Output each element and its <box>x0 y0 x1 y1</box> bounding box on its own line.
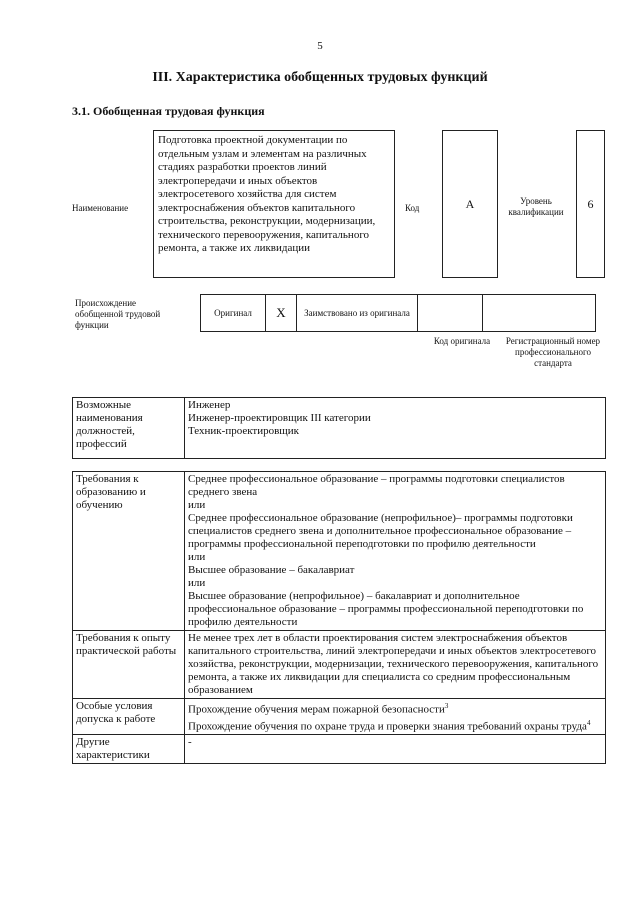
subsection-title: 3.1. Обобщенная трудовая функция <box>72 104 265 118</box>
list-item: Высшее образование (непрофильное) – бакалавриат и дополнительное профессиональное образование – программы профессиональной переподготовки по профилю деятельности <box>188 590 584 628</box>
table-row <box>73 631 606 699</box>
other-characteristics-label: Другие характеристики <box>73 735 185 764</box>
table-row <box>73 699 606 735</box>
education-value <box>185 472 606 631</box>
section-title: III. Характеристика обобщенных трудовых функций <box>152 70 488 85</box>
original-code-caption: Код оригинала <box>433 336 491 346</box>
qualification-level-label: Уровень квалификации <box>508 196 564 217</box>
original-mark: X <box>266 295 297 332</box>
list-item: Инженер <box>188 399 231 411</box>
list-item: Инженер-проектировщик III категории <box>188 412 371 424</box>
list-item: или <box>188 551 206 563</box>
other-characteristics-value: - <box>185 735 606 764</box>
table-row <box>73 472 606 631</box>
positions-list <box>185 398 606 459</box>
list-item: Высшее образование – бакалавриат <box>188 564 355 576</box>
special-conditions-value <box>185 699 606 735</box>
positions-table <box>72 397 606 459</box>
list-item: Прохождение обучения мерам пожарной безопасности$^3$ <box>188 702 449 716</box>
list-item: Среднее профессиональное образование (непрофильное)– программы подготовки специалистов среднего звена и дополнительное профессиональное образование – программы профессиональной переподготовки по профилю деятельности <box>188 512 573 550</box>
experience-value: Не менее трех лет в области проектирования систем электроснабжения объектов капитального строительства, линий электропередачи и иных объектов электросетевого хозяйства, реконструкции, модернизации, технического перевооружения, капитального ремонта, а также их ликвидации для специалиста со средним профессиональным образованием <box>185 631 606 699</box>
name-label: Наименование <box>72 203 129 213</box>
list-item: или <box>188 499 206 511</box>
code-label: Код <box>405 203 420 213</box>
registration-number-caption: Регистрационный номер профессионального стандарта <box>505 336 601 368</box>
origin-table <box>200 294 596 332</box>
function-name-box: Подготовка проектной документации по отдельным узлам и элементам на различных стадиях разработки проектов линий электропередачи и иных объектов электросетевого хозяйства для систем электроснабжения объектов капитального строительства, реконструкции, модернизации, технического перевооружения, капитального ремонта, а также их ликвидации <box>153 130 395 278</box>
education-label: Требования к образованию и обучению <box>73 472 185 631</box>
qualification-level-box: 6 <box>576 130 605 278</box>
special-conditions-label: Особые условия допуска к работе <box>73 699 185 735</box>
experience-label: Требования к опыту практической работы <box>73 631 185 699</box>
list-item: Техник-проектировщик <box>188 425 300 437</box>
registration-number-cell <box>483 295 596 332</box>
table-row <box>73 398 606 459</box>
origin-label: Происхождение обобщенной трудовой функции <box>75 298 161 330</box>
list-item: Прохождение обучения по охране труда и проверки знания требований охраны труда$^4$ <box>188 718 591 733</box>
code-value-box: А <box>442 130 498 278</box>
positions-label: Возможные наименования должностей, профессий <box>73 398 185 459</box>
page-number: 5 <box>317 40 323 52</box>
list-item: Среднее профессиональное образование – программы подготовки специалистов среднего звена <box>188 473 565 498</box>
original-label: Оригинал <box>201 295 266 332</box>
table-row <box>73 735 606 764</box>
requirements-table <box>72 471 606 764</box>
borrowed-label: Заимствовано из оригинала <box>297 295 418 332</box>
original-code-cell <box>418 295 483 332</box>
list-item: или <box>188 577 206 589</box>
